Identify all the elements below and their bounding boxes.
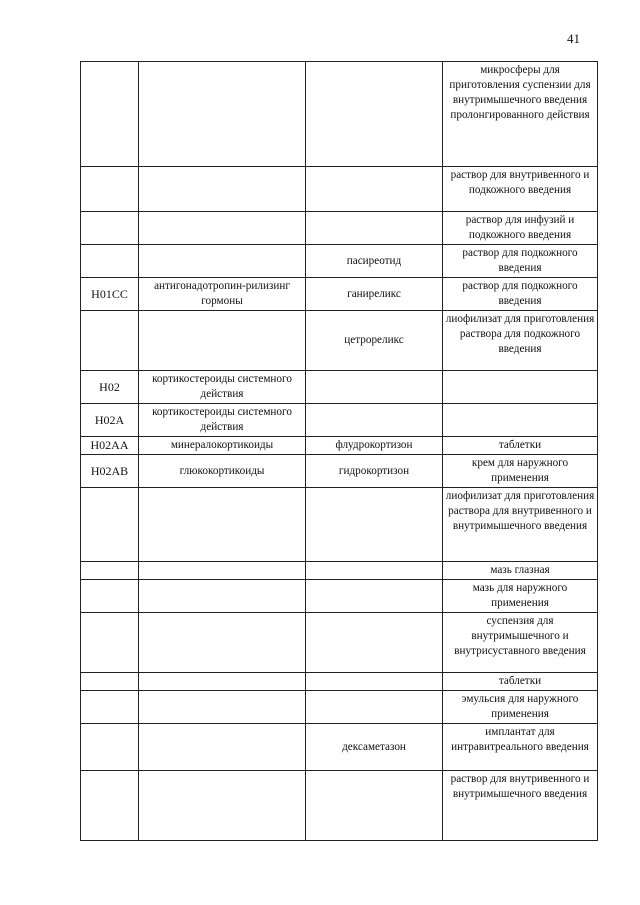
group-name-cell <box>139 311 306 371</box>
table-row <box>81 455 598 488</box>
dosage-form-cell: раствор для подкожного введения <box>443 278 598 311</box>
dosage-form-cell: таблетки <box>443 673 598 691</box>
group-name-cell <box>139 212 306 245</box>
drug-name-cell <box>306 212 443 245</box>
group-name-cell: глюкокортикоиды <box>139 455 306 488</box>
drug-name-cell <box>306 62 443 167</box>
table-row <box>81 371 598 404</box>
dosage-form-cell <box>443 371 598 404</box>
atc-code-cell <box>81 771 139 841</box>
table-row <box>81 771 598 841</box>
atc-code-cell: H02 <box>81 371 139 404</box>
drug-name-cell <box>306 167 443 212</box>
atc-code-cell <box>81 691 139 724</box>
atc-code-cell: H02A <box>81 404 139 437</box>
dosage-form-cell: лиофилизат для приготовления раствора для внутривенного и внутримышечного введения <box>443 488 598 562</box>
group-name-cell <box>139 167 306 212</box>
drug-name-cell: цетрореликс <box>306 311 443 371</box>
table-row <box>81 724 598 771</box>
dosage-form-cell: суспензия для внутримышечного и внутрисуставного введения <box>443 613 598 673</box>
dosage-form-cell: таблетки <box>443 437 598 455</box>
drug-name-cell: гидрокортизон <box>306 455 443 488</box>
dosage-form-cell: раствор для инфузий и подкожного введения <box>443 212 598 245</box>
group-name-cell <box>139 771 306 841</box>
drug-table <box>80 61 598 841</box>
group-name-cell: антигонадотропин-рилизинг гормоны <box>139 278 306 311</box>
atc-code-cell <box>81 724 139 771</box>
atc-code-cell <box>81 167 139 212</box>
dosage-form-cell: имплантат для интравитреального введения <box>443 724 598 771</box>
dosage-form-cell <box>443 404 598 437</box>
table-row <box>81 437 598 455</box>
dosage-form-cell: мазь глазная <box>443 562 598 580</box>
group-name-cell <box>139 673 306 691</box>
atc-code-cell <box>81 562 139 580</box>
atc-code-cell <box>81 488 139 562</box>
drug-name-cell <box>306 371 443 404</box>
group-name-cell <box>139 562 306 580</box>
drug-name-cell: пасиреотид <box>306 245 443 278</box>
dosage-form-cell: микросферы для приготовления суспензии для внутримышечного введения пролонгированного действия <box>443 62 598 167</box>
group-name-cell <box>139 245 306 278</box>
table-row <box>81 167 598 212</box>
dosage-form-cell: лиофилизат для приготовления раствора для подкожного введения <box>443 311 598 371</box>
drug-name-cell <box>306 488 443 562</box>
table-row <box>81 278 598 311</box>
dosage-form-cell: эмульсия для наружного применения <box>443 691 598 724</box>
table-row <box>81 311 598 371</box>
dosage-form-cell: мазь для наружного применения <box>443 580 598 613</box>
drug-name-cell: ганиреликс <box>306 278 443 311</box>
drug-name-cell: дексаметазон <box>306 724 443 771</box>
atc-code-cell <box>81 673 139 691</box>
group-name-cell <box>139 580 306 613</box>
group-name-cell <box>139 691 306 724</box>
table-row <box>81 562 598 580</box>
table-row <box>81 488 598 562</box>
atc-code-cell <box>81 212 139 245</box>
atc-code-cell: H01CC <box>81 278 139 311</box>
page-number: 41 <box>567 31 580 46</box>
group-name-cell <box>139 613 306 673</box>
drug-name-cell <box>306 562 443 580</box>
drug-name-cell <box>306 404 443 437</box>
drug-name-cell <box>306 691 443 724</box>
dosage-form-cell: раствор для подкожного введения <box>443 245 598 278</box>
dosage-form-cell: раствор для внутривенного и подкожного введения <box>443 167 598 212</box>
table-row <box>81 580 598 613</box>
table-row <box>81 62 598 167</box>
atc-code-cell <box>81 62 139 167</box>
table-row <box>81 212 598 245</box>
drug-name-cell: флудрокортизон <box>306 437 443 455</box>
drug-name-cell <box>306 771 443 841</box>
dosage-form-cell: раствор для внутривенного и внутримышечного введения <box>443 771 598 841</box>
group-name-cell <box>139 62 306 167</box>
atc-code-cell: H02AA <box>81 437 139 455</box>
group-name-cell: кортикостероиды системного действия <box>139 404 306 437</box>
drug-name-cell <box>306 673 443 691</box>
table-row <box>81 245 598 278</box>
atc-code-cell <box>81 613 139 673</box>
drug-name-cell <box>306 613 443 673</box>
group-name-cell <box>139 724 306 771</box>
group-name-cell <box>139 488 306 562</box>
table-row <box>81 404 598 437</box>
table-row <box>81 691 598 724</box>
atc-code-cell <box>81 311 139 371</box>
dosage-form-cell: крем для наружного применения <box>443 455 598 488</box>
drug-name-cell <box>306 580 443 613</box>
group-name-cell: минералокортикоиды <box>139 437 306 455</box>
table-row <box>81 613 598 673</box>
atc-code-cell <box>81 245 139 278</box>
table-row <box>81 673 598 691</box>
atc-code-cell <box>81 580 139 613</box>
group-name-cell: кортикостероиды системного действия <box>139 371 306 404</box>
atc-code-cell: H02AB <box>81 455 139 488</box>
